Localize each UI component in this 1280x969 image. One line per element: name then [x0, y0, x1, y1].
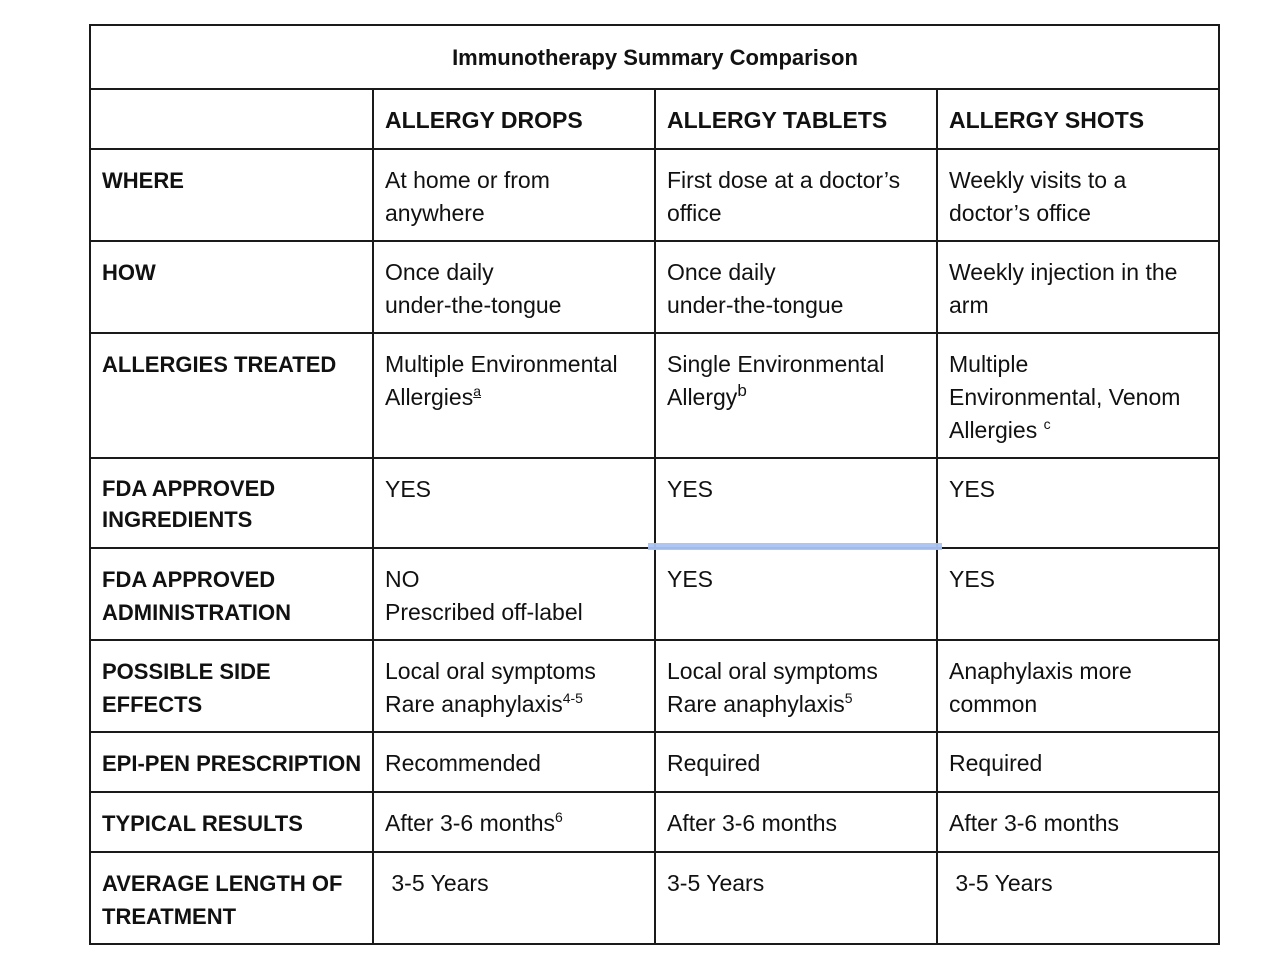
cell-line: Weekly injection in the	[949, 259, 1178, 285]
cell-line: common	[949, 691, 1038, 717]
cell-line: At home or from	[385, 167, 550, 193]
cell-tablets-allergies-treated	[655, 333, 937, 458]
cell-drops-allergies-treated	[373, 333, 655, 458]
header-allergy-shots: ALLERGY SHOTS	[937, 89, 1219, 149]
table-row	[90, 792, 1219, 852]
cell-line: NO	[385, 566, 420, 592]
cell-tablets-where	[655, 149, 937, 241]
row-label-where: WHERE	[90, 149, 373, 241]
table-row	[90, 852, 1219, 944]
cell-line: Allergyb	[667, 381, 747, 410]
cell-line: First dose at a doctor’s	[667, 167, 901, 193]
cell-line: Local oral symptoms	[385, 658, 596, 684]
header-empty	[90, 89, 373, 149]
cell-shots-epi-pen: Required	[937, 732, 1219, 792]
cell-line: Environmental, Venom	[949, 384, 1181, 410]
row-label-epi-pen-prescription: EPI-PEN PRESCRIPTION	[90, 732, 373, 792]
cell-drops-side-effects	[373, 640, 655, 732]
header-allergy-tablets: ALLERGY TABLETS	[655, 89, 937, 149]
row-label-how: HOW	[90, 241, 373, 333]
cell-shots-typical-results: After 3-6 months	[937, 792, 1219, 852]
cell-line: Local oral symptoms	[667, 658, 878, 684]
cell-drops-epi-pen: Recommended	[373, 732, 655, 792]
row-label-possible-side-effects: POSSIBLE SIDE EFFECTS	[90, 640, 373, 732]
cell-drops-how	[373, 241, 655, 333]
cell-drops-average-length: 3-5 Years	[373, 852, 655, 944]
cell-text: Allergies	[949, 417, 1044, 443]
cell-shots-fda-ingredients: YES	[937, 458, 1219, 548]
immunotherapy-comparison-table	[89, 24, 1220, 945]
table-row	[90, 241, 1219, 333]
row-label-line: ADMINISTRATION	[102, 600, 292, 625]
cell-drops-where	[373, 149, 655, 241]
cell-shots-side-effects	[937, 640, 1219, 732]
row-label-line: TREATMENT	[102, 904, 237, 929]
cell-text: Allergies	[385, 384, 474, 410]
table-row	[90, 732, 1219, 792]
cell-line: Allergiesa	[385, 383, 482, 410]
title-row	[90, 25, 1219, 89]
cell-tablets-how	[655, 241, 937, 333]
table-title: Immunotherapy Summary Comparison	[90, 25, 1219, 89]
cell-line: office	[667, 200, 722, 226]
row-label-typical-results: TYPICAL RESULTS	[90, 792, 373, 852]
cell-line: Rare anaphylaxis4-5	[385, 690, 583, 717]
cell-tablets-fda-administration: YES	[655, 548, 937, 640]
row-label-average-length-of-treatment	[90, 852, 373, 944]
cell-line: Weekly visits to a	[949, 167, 1127, 193]
table-row	[90, 640, 1219, 732]
cell-shots-where	[937, 149, 1219, 241]
comparison-table-container	[89, 24, 1218, 945]
cell-line: Prescribed off-label	[385, 599, 583, 625]
cell-line: Multiple Environmental	[385, 351, 618, 377]
cell-text: Rare anaphylaxis	[385, 691, 563, 717]
cell-drops-fda-ingredients: YES	[373, 458, 655, 548]
row-label-line: INGREDIENTS	[102, 507, 253, 532]
header-row	[90, 89, 1219, 149]
cell-line: Single Environmental	[667, 351, 885, 377]
cell-text: Rare anaphylaxis	[667, 691, 845, 717]
cell-line: anywhere	[385, 200, 485, 226]
cell-line: under-the-tongue	[385, 292, 562, 318]
table-row	[90, 149, 1219, 241]
cell-tablets-side-effects	[655, 640, 937, 732]
cell-drops-typical-results: After 3-6 months6	[373, 792, 655, 852]
cell-shots-average-length: 3-5 Years	[937, 852, 1219, 944]
cell-line: Rare anaphylaxis5	[667, 690, 853, 717]
header-allergy-drops: ALLERGY DROPS	[373, 89, 655, 149]
cell-line: Multiple	[949, 351, 1029, 377]
cell-line: Allergies c	[949, 416, 1051, 443]
row-label-allergies-treated: ALLERGIES TREATED	[90, 333, 373, 458]
cell-line: under-the-tongue	[667, 292, 844, 318]
table-row	[90, 458, 1219, 548]
cell-shots-allergies-treated	[937, 333, 1219, 458]
cell-line: Once daily	[667, 259, 776, 285]
cell-drops-fda-administration	[373, 548, 655, 640]
cell-text: Allergy	[667, 384, 738, 410]
cell-tablets-average-length: 3-5 Years	[655, 852, 937, 944]
cell-line: Once daily	[385, 259, 494, 285]
cell-tablets-typical-results: After 3-6 months	[655, 792, 937, 852]
cell-line: arm	[949, 292, 989, 318]
cell-tablets-fda-ingredients: YES	[655, 458, 937, 548]
cell-shots-fda-administration: YES	[937, 548, 1219, 640]
cell-shots-how	[937, 241, 1219, 333]
cell-text: After 3-6 months	[385, 810, 556, 836]
row-label-line: FDA APPROVED	[102, 476, 276, 501]
row-label-fda-approved-administration	[90, 548, 373, 640]
cell-line: doctor’s office	[949, 200, 1091, 226]
table-row	[90, 548, 1219, 640]
row-label-line: AVERAGE LENGTH OF	[102, 871, 343, 896]
row-label-fda-approved-ingredients	[90, 458, 373, 548]
row-label-line: FDA APPROVED	[102, 567, 276, 592]
cell-line: Anaphylaxis more	[949, 658, 1132, 684]
table-row	[90, 333, 1219, 458]
selection-highlight-line	[648, 543, 942, 550]
cell-tablets-epi-pen: Required	[655, 732, 937, 792]
